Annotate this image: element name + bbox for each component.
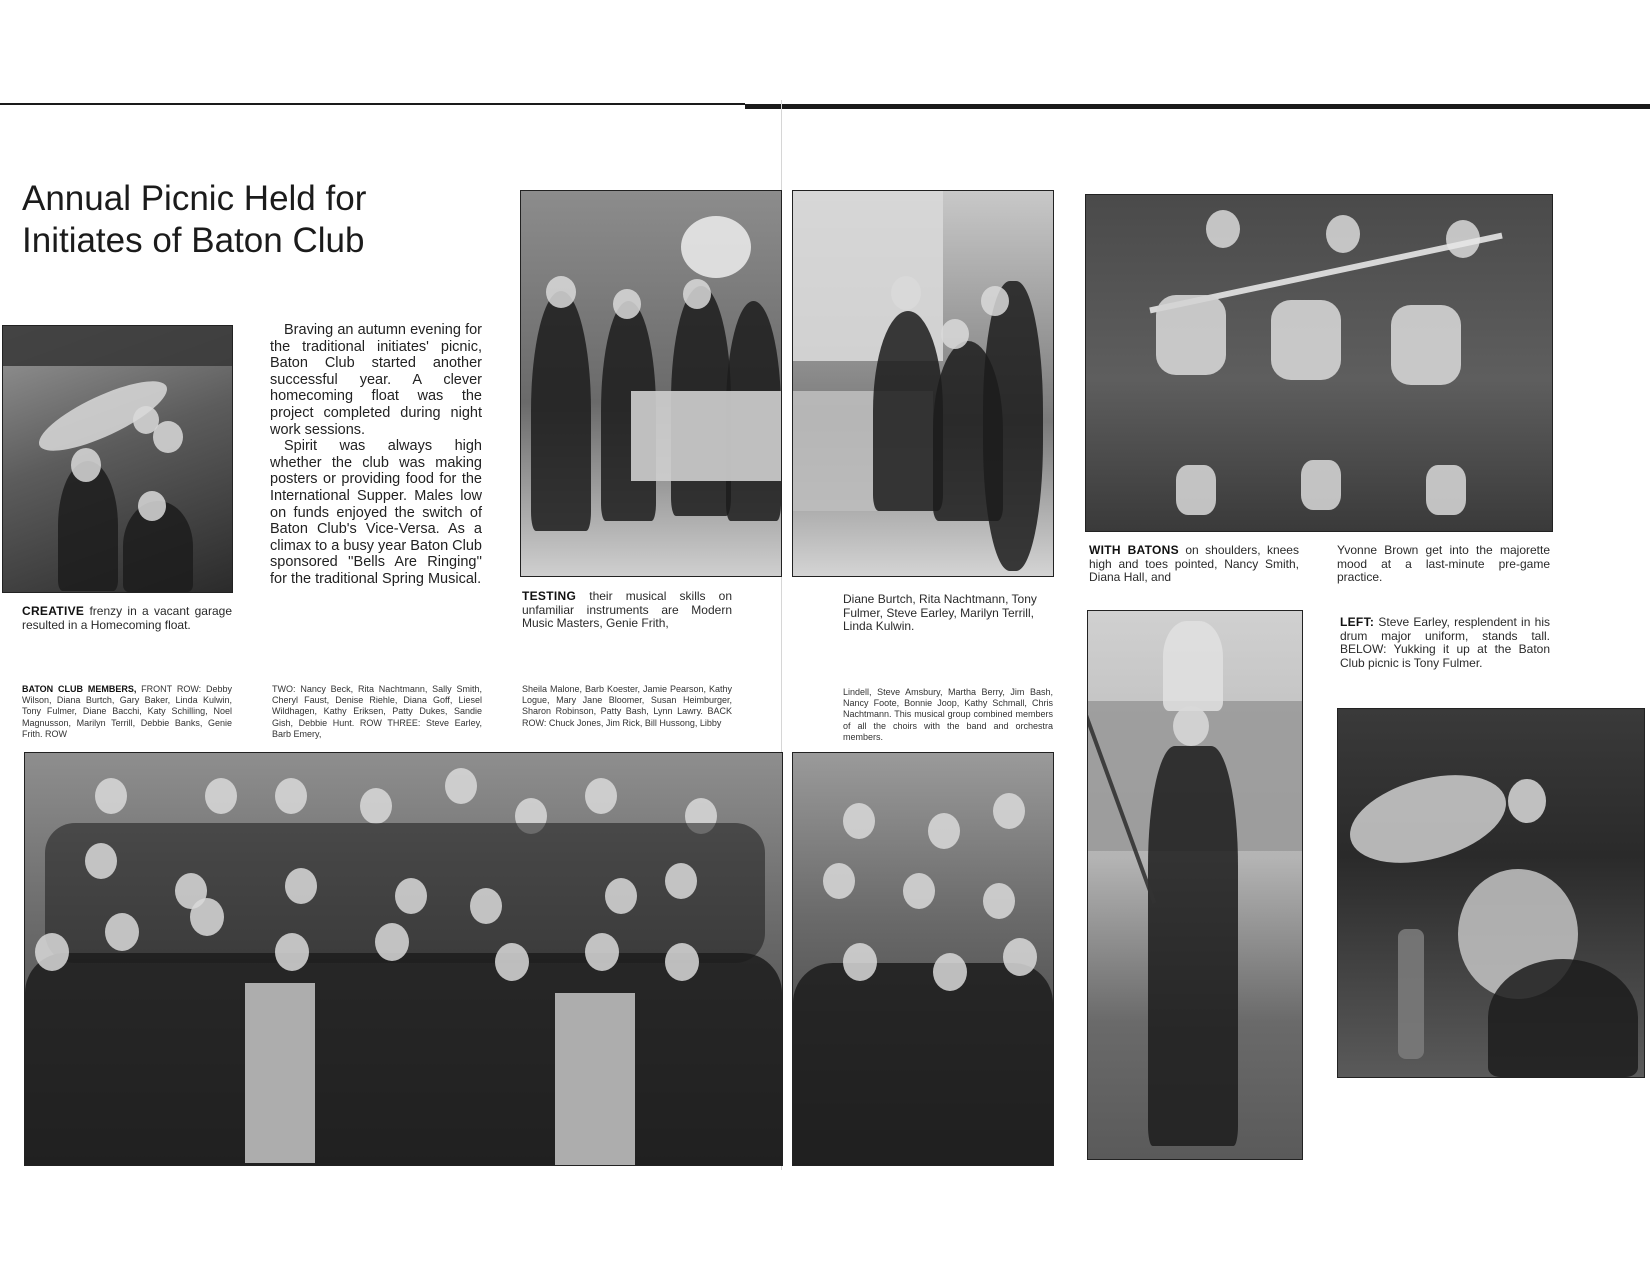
- photo-baton-club-group-left: [24, 752, 783, 1166]
- caption-creative-text: frenzy in a vacant garage resulted in a Homecoming float.: [22, 604, 232, 632]
- photo-music-masters-right: [792, 190, 1054, 577]
- article-body: [270, 322, 482, 588]
- photo-homecoming-float: [2, 325, 233, 593]
- caption-with-batons-continued-text: Yvonne Brown get into the majorette mood at a last-minute pre-game practice.: [1337, 543, 1550, 584]
- photo-majorettes: [1085, 194, 1553, 532]
- members-column-2: [272, 684, 482, 740]
- photo-music-masters-left: [520, 190, 782, 577]
- caption-testing-text: their musical skills on unfamiliar instruments are Modern Music Masters, Genie Frith,: [522, 589, 732, 630]
- members-text-2: TWO: Nancy Beck, Rita Nachtmann, Sally Smith, Cheryl Faust, Denise Riehle, Diana Goff, Liesel Wildhagen, Kathy Eriksen, Patty Dukes, Sandie Gish, Debbie Hunt. ROW THREE: Steve Earley, Barb Emery,: [272, 684, 482, 739]
- caption-with-batons-text: on shoulders, knees high and toes pointed, Nancy Smith, Diana Hall, and: [1089, 543, 1299, 584]
- caption-with-batons-continued: [1337, 544, 1550, 585]
- caption-creative: [22, 605, 232, 632]
- photo-baton-club-group-right: [792, 752, 1054, 1166]
- members-lead: BATON CLUB MEMBERS,: [22, 684, 137, 694]
- caption-testing-lead: TESTING: [522, 589, 577, 603]
- caption-with-batons-lead: WITH BATONS: [1089, 543, 1179, 557]
- members-text-4: Lindell, Steve Amsbury, Martha Berry, Jim Bash, Nancy Foote, Bonnie Joop, Kathy Schmall, Chris Nachtmann. This musical group combined members of all the choirs with the band and orchestra members.: [843, 687, 1053, 742]
- photo-tony-fulmer-picnic: [1337, 708, 1645, 1078]
- caption-left-lead: LEFT:: [1340, 615, 1375, 629]
- article-paragraph-1: Braving an autumn evening for the traditional initiates' picnic, Baton Club started another successful year. A clever homecoming float was the project completed during night work sessions.: [270, 322, 482, 438]
- caption-testing-continued-text: Diane Burtch, Rita Nachtmann, Tony Fulmer, Steve Earley, Marilyn Terrill, Linda Kulwin.: [843, 592, 1037, 633]
- caption-testing: [522, 590, 732, 631]
- caption-with-batons: [1089, 544, 1299, 585]
- top-rule-left: [0, 103, 745, 105]
- members-column-1: [22, 684, 232, 740]
- members-column-4: [843, 687, 1053, 743]
- caption-left-drum-major: [1340, 616, 1550, 670]
- caption-testing-continued: [843, 593, 1053, 634]
- headline: Annual Picnic Held for Initiates of Baton Club: [22, 179, 367, 260]
- caption-left-text: Steve Earley, resplendent in his drum major uniform, stands tall. BELOW: Yukking it up at the Baton Club picnic is Tony Fulmer.: [1340, 615, 1550, 670]
- top-rule-right: [745, 104, 1650, 109]
- members-column-3: [522, 684, 732, 729]
- photo-drum-major: [1087, 610, 1303, 1160]
- members-text-1: FRONT ROW: Debby Wilson, Diana Burtch, Gary Baker, Linda Kulwin, Tony Fulmer, Diane Bacchi, Katy Schilling, Noel Magnusson, Marilyn Terrill, Debbie Banks, Genie Frith. ROW: [22, 684, 232, 739]
- article-paragraph-2: Spirit was always high whether the club was making posters or providing food for the International Supper. Males low on funds enjoyed the switch of Baton Club's Vice-Versa. As a climax to a busy year Baton Club sponsored ''Bells Are Ringing'' for the traditional Spring Musical.: [270, 438, 482, 587]
- members-text-3: Sheila Malone, Barb Koester, Jamie Pearson, Kathy Logue, Mary Jane Bloomer, Susan Heimburger, Sharon Robinson, Patty Bash, Lynn Lawry. BACK ROW: Chuck Jones, Jim Rick, Bill Hussong, Libby: [522, 684, 732, 728]
- caption-creative-lead: CREATIVE: [22, 604, 85, 618]
